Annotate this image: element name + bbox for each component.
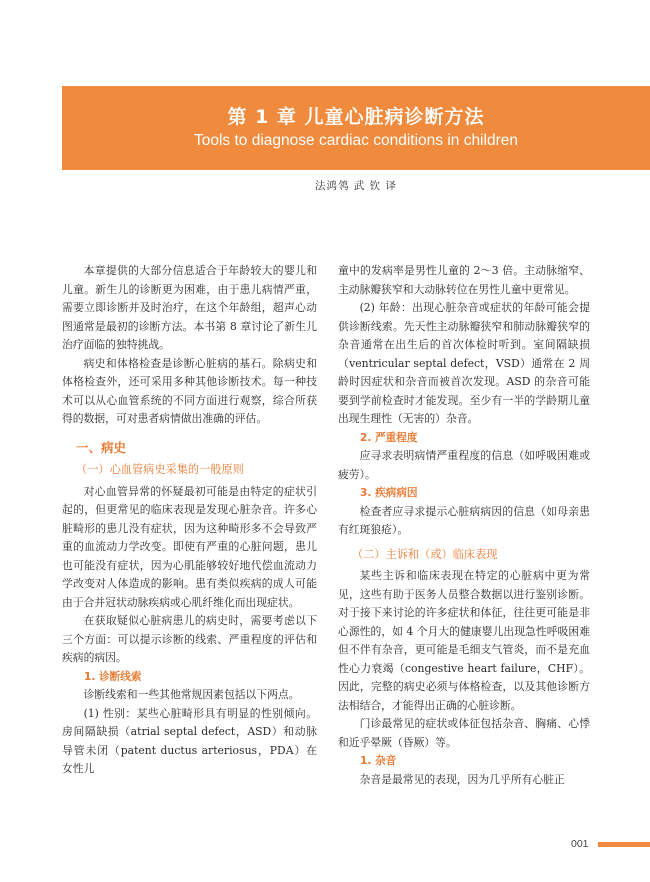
chapter-title-zh: 第 1 章 儿童心脏病诊断方法	[227, 106, 485, 128]
subsection-heading-complaints: （二）主诉和（或）临床表现	[352, 547, 498, 561]
paragraph: 病史和体格检查是诊断心脏病的基石。除病史和体格检查外，还可采用多种其他诊断技术。每一种技术可以从心血管系统的不同方面进行观察，综合所获得的数据，可对患者病情做出准确的评估。	[62, 356, 317, 425]
paragraph: (2) 年龄：出现心脏杂音或症状的年龄可能会提供诊断线索。先天性主动脉瓣狭窄和肺动脉瓣狭窄的杂音通常在出生后的首次体检时听到。室间隔缺损（ventricular septal defect，VSD）通常在 2 周龄时因症状和杂音而被首次发现。ASD 的杂音可能要到学前检查时才能发现。至少有一半的学龄期儿童出现生理性（无害的）杂音。	[338, 301, 590, 425]
heading-diagnostic-clues: 1. 诊断线索	[84, 670, 142, 683]
heading-severity: 2. 严重程度	[360, 431, 418, 444]
paragraph: 童中的发病率是男性儿童的 2～3 倍。主动脉缩窄、主动脉瓣狭窄和大动脉转位在男性儿童中更常见。	[338, 264, 590, 296]
subsection-heading-general: （一）心血管病史采集的一般原则	[76, 463, 244, 476]
paragraph: 本章提供的大部分信息适合于年龄较大的婴儿和儿童。新生儿的诊断更为困难，由于患儿病情严重，需要立即诊断并及时治疗，在这个年龄组，超声心动图通常是最初的诊断方法。本书第 8 章讨论了新生儿治疗面临的独特挑战。	[62, 264, 317, 351]
paragraph: 杂音是最常见的表现，因为几乎所有心脏正	[359, 772, 565, 786]
heading-murmur: 1. 杂音	[360, 755, 397, 767]
paragraph: 门诊最常见的症状或体征包括杂音、胸痛、心悸和近乎晕厥（昏厥）等。	[338, 717, 590, 749]
chapter-title-en: Tools to diagnose cardiac conditions in children	[194, 132, 518, 149]
section-heading-history: 一、病史	[76, 439, 127, 455]
paragraph: 应寻求表明病情严重程度的信息（如呼吸困难或疲劳）。	[338, 449, 590, 481]
translators: 法鸿鸰 武 钦 译	[314, 180, 397, 192]
paragraph: 诊断线索和一些其他常规因素包括以下两点。	[83, 688, 300, 701]
right-column	[338, 262, 590, 789]
chapter-banner	[62, 86, 650, 170]
paragraph: 某些主诉和临床表现在特定的心脏病中更为常见，这些有助于医务人员整合数据以进行鉴别诊断。对于接下来讨论的许多症状和体征，往往更可能是非心源性的，如 4 个月大的健康婴儿出现急性呼吸困难但不伴有杂音，更可能是毛细支气管炎，而不是充血性心力衰竭（congestive heart failure，CHF）。因此，完整的病史必须与体格检查，以及其他诊断方法相结合，才能得出正确的心脏诊断。	[338, 569, 590, 712]
heading-cause: 3. 疾病病因	[360, 487, 418, 499]
left-column	[62, 262, 317, 779]
paragraph: 在获取疑似心脏病患儿的病史时，需要考虑以下三个方面：可以提示诊断的线索、严重程度的评估和疾病的病因。	[62, 614, 317, 664]
paragraph: 检查者应寻求提示心脏病病因的信息（如母亲患有红斑狼疮）。	[338, 504, 590, 536]
page-number: 001	[571, 838, 589, 850]
paragraph: (1) 性别：某些心脏畸形具有明显的性别倾向。房间隔缺损（atrial septal defect，ASD）和动脉导管未闭（patent ductus arteriosus，PDA）在女性儿	[62, 706, 317, 775]
page-accent-bar	[598, 842, 650, 847]
paragraph: 对心血管异常的怀疑最初可能是由特定的症状引起的，但更常见的临床表现是发现心脏杂音。许多心脏畸形的患儿没有症状，因为这种畸形多不会导致严重的血流动力学改变。即使有严重的心脏问题，患儿也可能没有症状，因为心肌能够较好地代偿血流动力学改变对人体造成的影响。患有类似疾病的成人可能由于合并冠状动脉疾病或心肌纤维化而出现症状。	[62, 484, 317, 609]
